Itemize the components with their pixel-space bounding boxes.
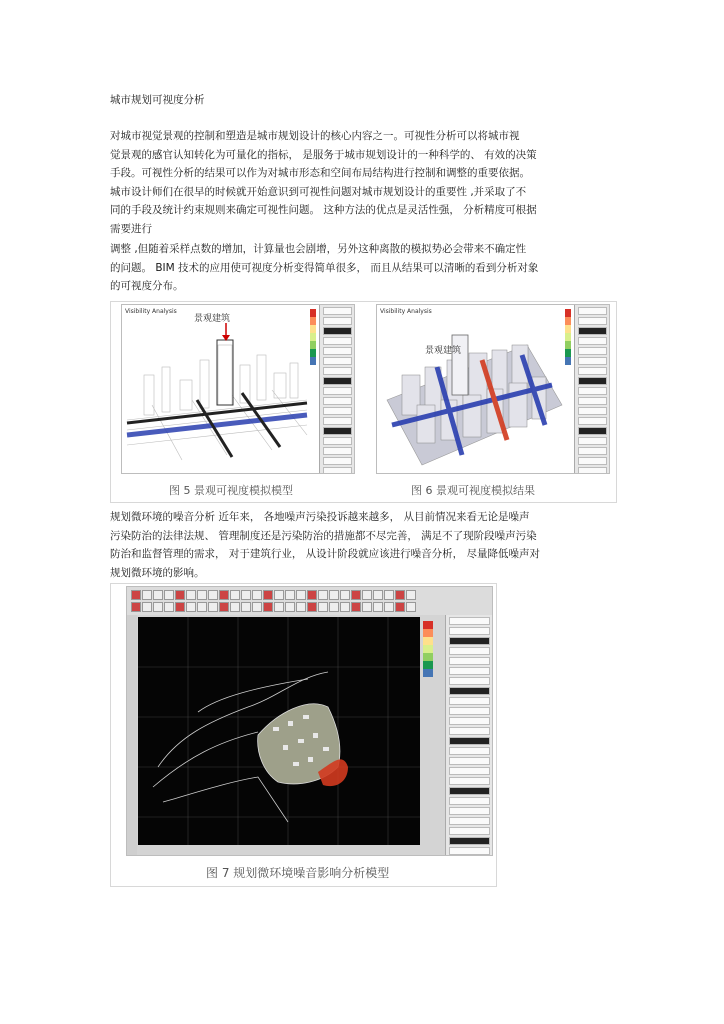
panel-control — [449, 727, 490, 735]
tool-icon — [230, 602, 240, 612]
tool-icon — [208, 590, 218, 600]
tool-icon — [285, 602, 295, 612]
panel-control — [449, 657, 490, 665]
panel-control — [323, 397, 352, 405]
legend-swatch — [310, 349, 316, 357]
panel-control — [323, 347, 352, 355]
tool-icon — [131, 590, 141, 600]
tool-icon — [351, 602, 361, 612]
legend-swatch — [565, 325, 571, 333]
panel-control — [323, 387, 352, 395]
panel-control — [578, 407, 607, 415]
tool-icon — [373, 602, 383, 612]
tool-icon — [219, 602, 229, 612]
panel-control — [578, 317, 607, 325]
text-line: 同的手段及统计约束规则来确定可视性问题。 这种方法的优点是灵活性强， 分析精度可根据 — [110, 204, 537, 216]
text-line: 手段。可视性分析的结果可以作为对城市形态和空间布局结构进行控制和调整的重要依据。 — [110, 167, 530, 179]
legend-swatch — [310, 309, 316, 317]
legend-swatch — [423, 653, 433, 661]
fig7-left-toolbar — [127, 615, 137, 855]
tool-icon — [142, 602, 152, 612]
tool-icon — [406, 590, 416, 600]
legend-swatch — [565, 341, 571, 349]
tool-icon — [318, 602, 328, 612]
panel-control — [323, 447, 352, 455]
panel-control — [449, 747, 490, 755]
tool-icon — [362, 590, 372, 600]
text-line: 对城市视觉景观的控制和塑造是城市规划设计的核心内容之一。可视性分析可以将城市视 — [110, 130, 520, 142]
tool-icon — [241, 602, 251, 612]
panel-control — [578, 347, 607, 355]
panel-control — [323, 317, 352, 325]
panel-control — [323, 457, 352, 465]
tool-icon — [307, 602, 317, 612]
fig7-screenshot — [126, 586, 493, 856]
panel-control — [578, 377, 607, 385]
text-line: 规划微环境的噪音分析 近年来， 各地噪声污染投诉越来越多， 从目前情况来看无论是噪声 — [110, 511, 530, 523]
legend-swatch — [423, 661, 433, 669]
tool-icon — [175, 602, 185, 612]
fig6-screenshot — [376, 304, 610, 474]
tool-icon — [296, 590, 306, 600]
panel-control — [449, 807, 490, 815]
panel-control — [323, 327, 352, 335]
fig6-side-panel — [574, 305, 610, 473]
tool-icon — [395, 590, 405, 600]
text-line: 污染防治的法律法规、 管理制度还是污染防治的措施都不尽完善， 满足不了现阶段噪声污染 — [110, 529, 537, 542]
tool-icon — [395, 602, 405, 612]
tool-icon — [351, 590, 361, 600]
fig5-wireframe-model — [122, 305, 312, 473]
text-line: 需要进行 — [110, 222, 152, 235]
figure-5-6 — [110, 301, 617, 503]
legend-swatch — [310, 357, 316, 365]
tool-icon — [219, 590, 229, 600]
panel-control — [578, 387, 607, 395]
panel-control — [578, 437, 607, 445]
panel-control — [449, 627, 490, 635]
tool-icon — [384, 590, 394, 600]
panel-control — [323, 467, 352, 474]
tool-icon — [362, 602, 372, 612]
tool-icon — [285, 590, 295, 600]
panel-control — [449, 707, 490, 715]
fig5-caption: 图 5 景观可视度模拟模型 — [169, 484, 293, 497]
panel-control — [449, 677, 490, 685]
fig7-side-panel — [445, 615, 493, 855]
tool-icon — [340, 590, 350, 600]
fig5-screenshot — [121, 304, 355, 474]
tool-icon — [329, 602, 339, 612]
panel-control — [449, 617, 490, 625]
panel-control — [323, 377, 352, 385]
tool-icon — [296, 602, 306, 612]
panel-control — [323, 427, 352, 435]
panel-control — [578, 427, 607, 435]
panel-control — [578, 337, 607, 345]
tool-icon — [186, 602, 196, 612]
doc-title: 城市规划可视度分析 — [110, 94, 205, 106]
panel-control — [578, 417, 607, 425]
tool-icon — [373, 590, 383, 600]
panel-control — [449, 667, 490, 675]
legend-swatch — [423, 669, 433, 677]
text-line: 的可视度分布。 — [110, 280, 184, 292]
tool-icon — [318, 590, 328, 600]
legend-swatch — [565, 357, 571, 365]
text-line: 城市设计师们在很早的时候就开始意识到可视性问题对城市规划设计的重要性 ,并采取了不 — [110, 185, 527, 198]
tool-icon — [153, 602, 163, 612]
panel-control — [578, 307, 607, 315]
panel-control — [578, 447, 607, 455]
paragraph-visibility — [110, 127, 615, 296]
tool-icon — [131, 602, 141, 612]
text-line: 规划微环境的影响。 — [110, 566, 205, 579]
tool-icon — [164, 602, 174, 612]
panel-control — [578, 467, 607, 474]
panel-control — [449, 767, 490, 775]
panel-control — [449, 697, 490, 705]
panel-control — [449, 757, 490, 765]
panel-control — [578, 327, 607, 335]
panel-control — [578, 357, 607, 365]
fig6-legend — [565, 309, 571, 369]
legend-swatch — [423, 629, 433, 637]
tool-icon — [197, 602, 207, 612]
tool-icon — [175, 590, 185, 600]
tool-icon — [274, 602, 284, 612]
tool-icon — [197, 590, 207, 600]
figure-7 — [110, 583, 497, 887]
panel-control — [449, 787, 490, 795]
legend-swatch — [565, 349, 571, 357]
tool-icon — [153, 590, 163, 600]
panel-control — [323, 407, 352, 415]
panel-control — [323, 417, 352, 425]
tool-icon — [208, 602, 218, 612]
tool-icon — [329, 590, 339, 600]
panel-control — [449, 647, 490, 655]
text-line: 调整 ,但随着采样点数的增加，计算量也会剧增，另外这种离散的模拟势必会带来不确定性 — [110, 243, 527, 255]
fig5-panel-title: Visibility Analysis — [125, 308, 177, 315]
tool-icon — [164, 590, 174, 600]
panel-control — [449, 777, 490, 785]
panel-control — [578, 397, 607, 405]
tool-icon — [263, 602, 273, 612]
panel-control — [323, 437, 352, 445]
tool-icon — [274, 590, 284, 600]
panel-control — [323, 337, 352, 345]
tool-icon — [384, 602, 394, 612]
fig6-label: 景观建筑 — [425, 346, 462, 356]
panel-control — [449, 737, 490, 745]
fig5-label: 景观建筑 — [194, 314, 231, 324]
legend-swatch — [310, 317, 316, 325]
legend-swatch — [565, 317, 571, 325]
tool-icon — [340, 602, 350, 612]
tool-icon — [263, 590, 273, 600]
text-line: 觉景观的感官认知转化为可量化的指标， 是服务于城市规划设计的一种科学的、 有效的决策 — [110, 148, 537, 161]
legend-swatch — [310, 333, 316, 341]
fig5-legend — [310, 309, 316, 369]
fig7-legend — [423, 621, 433, 677]
legend-swatch — [423, 621, 433, 629]
tool-icon — [142, 590, 152, 600]
panel-control — [449, 797, 490, 805]
legend-swatch — [565, 333, 571, 341]
tool-icon — [406, 602, 416, 612]
fig7-toolbar — [127, 587, 492, 615]
panel-control — [323, 307, 352, 315]
text-line: 防治和监督管理的需求， 对于建筑行业， 从设计阶段就应该进行噪音分析， 尽量降低噪声对 — [110, 548, 541, 560]
panel-control — [578, 457, 607, 465]
panel-control — [449, 847, 490, 855]
legend-swatch — [423, 637, 433, 645]
tool-icon — [252, 602, 262, 612]
fig6-panel-title: Visibility Analysis — [380, 308, 432, 315]
tool-icon — [241, 590, 251, 600]
panel-control — [578, 367, 607, 375]
tool-icon — [186, 590, 196, 600]
panel-control — [449, 827, 490, 835]
panel-control — [323, 357, 352, 365]
fig5-side-panel — [319, 305, 355, 473]
tool-icon — [252, 590, 262, 600]
legend-swatch — [423, 645, 433, 653]
paragraph-noise — [110, 508, 615, 582]
panel-control — [449, 817, 490, 825]
tool-icon — [307, 590, 317, 600]
text-line: 的问题。 BIM 技术的应用使可视度分析变得简单很多， 而且从结果可以清晰的看到分析对象 — [110, 261, 539, 274]
tool-icon — [230, 590, 240, 600]
fig7-noise-map — [138, 617, 420, 845]
legend-swatch — [565, 309, 571, 317]
legend-swatch — [310, 325, 316, 333]
panel-control — [449, 717, 490, 725]
panel-control — [449, 687, 490, 695]
panel-control — [449, 637, 490, 645]
fig6-result-model — [377, 305, 567, 473]
panel-control — [449, 837, 490, 845]
fig7-caption: 图 7 规划微环境噪音影响分析模型 — [206, 866, 390, 880]
legend-swatch — [310, 341, 316, 349]
fig6-caption: 图 6 景观可视度模拟结果 — [411, 484, 535, 497]
panel-control — [323, 367, 352, 375]
